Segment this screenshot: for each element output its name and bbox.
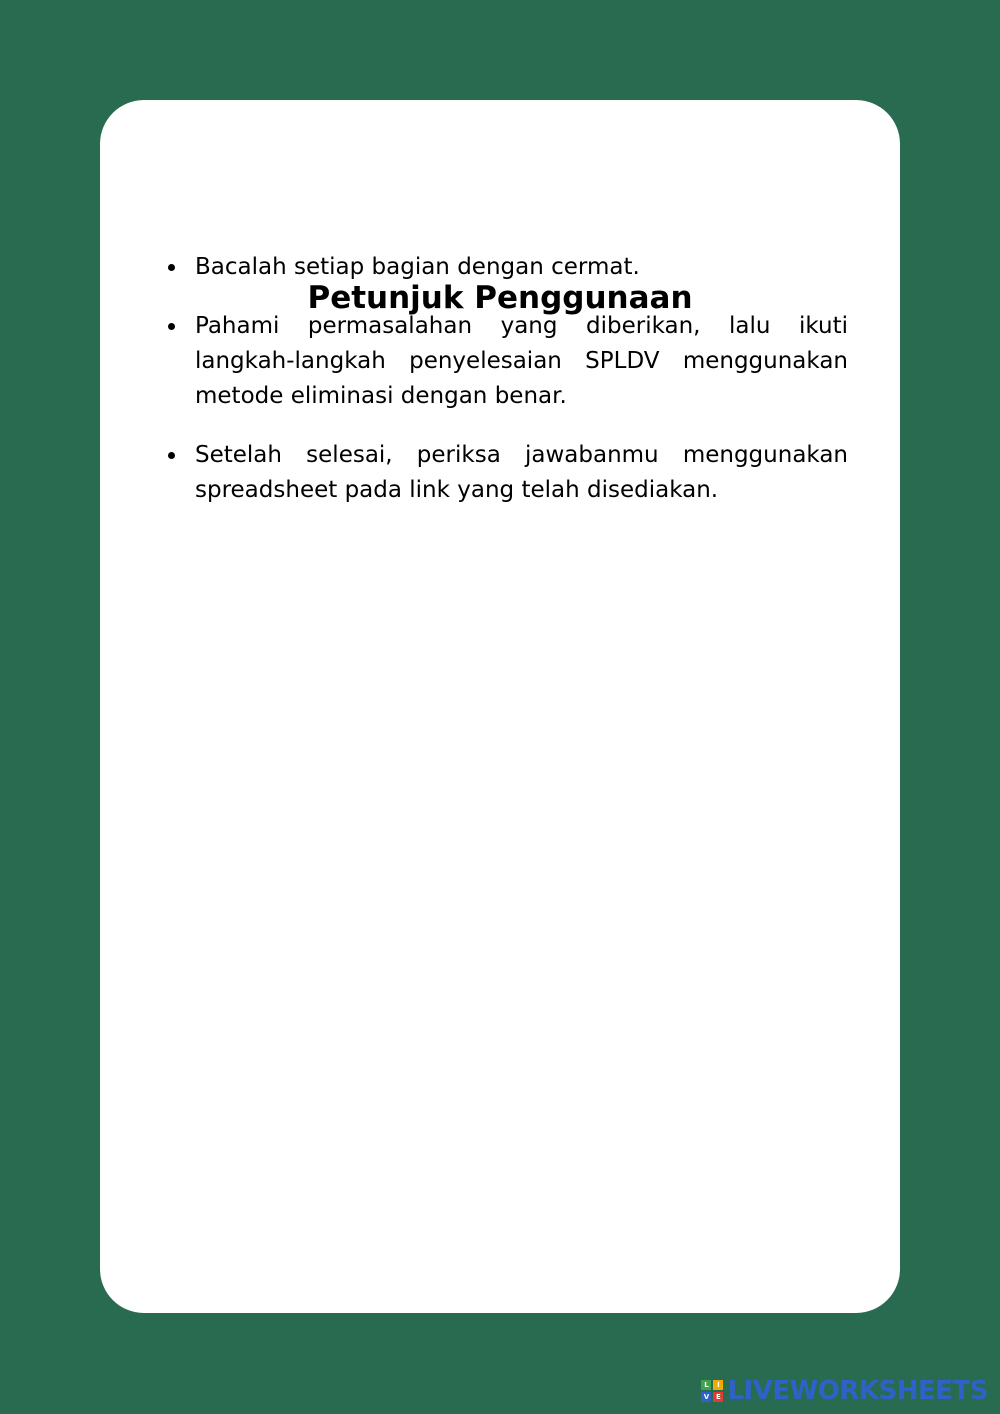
liveworksheets-logo-icon — [701, 1380, 723, 1402]
instruction-text: Bacalah setiap bagian dengan cermat. — [195, 254, 640, 280]
list-item — [195, 438, 848, 508]
logo-letter: V — [701, 1392, 711, 1402]
page-title: Petunjuk Penggunaan — [307, 280, 693, 316]
logo-letter: L — [701, 1380, 711, 1390]
bullet-icon — [168, 452, 175, 459]
bullet-icon — [168, 323, 175, 330]
logo-letter: E — [713, 1392, 723, 1402]
list-item — [195, 309, 848, 414]
instruction-text: Pahami permasalahan yang diberikan, lalu ikuti langkah-langkah penyelesaian SPLDV menggunakan metode eliminasi dengan benar. — [195, 313, 848, 409]
liveworksheets-watermark — [701, 1376, 988, 1406]
instruction-card — [100, 100, 900, 1313]
instruction-text: Setelah selesai, periksa jawabanmu menggunakan spreadsheet pada link yang telah disediakan. — [195, 442, 848, 503]
bullet-icon — [168, 264, 175, 271]
list-item — [195, 250, 848, 285]
logo-letter: I — [713, 1380, 723, 1390]
instruction-list — [195, 250, 848, 532]
watermark-text: LIVEWORKSHEETS — [727, 1376, 988, 1406]
